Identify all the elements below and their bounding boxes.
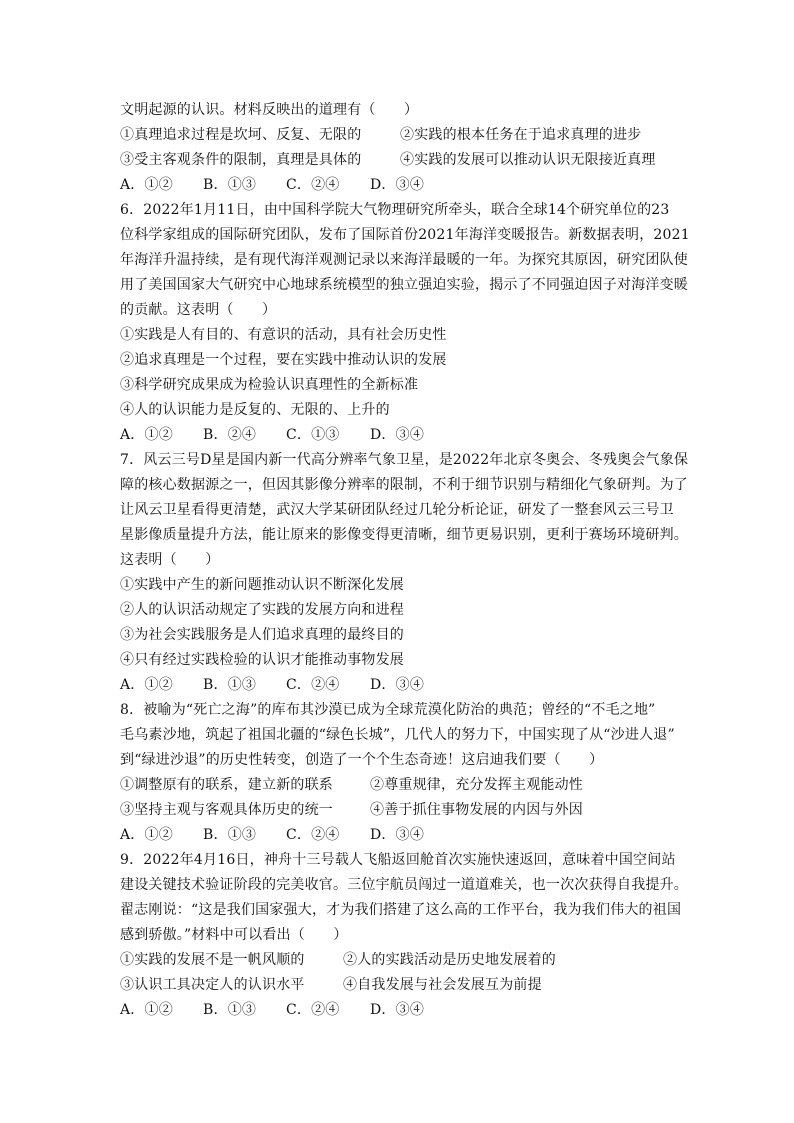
option: ②人的认识活动规定了实践的发展方向和进程 — [120, 602, 404, 618]
answer-choice-d: D．③④ — [370, 677, 425, 693]
option: ①调整原有的联系，建立新的联系 — [120, 777, 333, 793]
answer-choice-b: B．①③ — [203, 177, 257, 193]
question-stem-line: 感到骄傲。”材料中可以看出（ ） — [120, 927, 348, 943]
answer-choice-c: C．②④ — [286, 1002, 340, 1018]
option: ②人的实践活动是历史地发展着的 — [343, 952, 556, 968]
answer-choice-a: A．①② — [120, 177, 173, 193]
option: ③认识工具决定人的认识水平 — [120, 977, 305, 993]
question-stem-line: 用了美国国家大气研究中心地球系统模型的独立强迫实验，揭示了不同强迫因子对海洋变暖 — [120, 277, 688, 293]
option: ④自我发展与社会发展互为前提 — [343, 977, 542, 993]
question-stem-line: 星影像质量提升方法，能让原来的影像变得更清晰，细节更易识别，更利于赛场环境研判。 — [120, 527, 688, 543]
option: ②实践的根本任务在于追求真理的进步 — [400, 127, 642, 143]
option: ②追求真理是一个过程，要在实践中推动认识的发展 — [120, 352, 447, 368]
option: ②尊重规律，充分发挥主观能动性 — [370, 777, 583, 793]
answer-choice-d: D．③④ — [370, 427, 425, 443]
answer-choice-b: B．②④ — [203, 427, 257, 443]
question-stem-line: 毛乌素沙地，筑起了祖国北疆的“绿色长城”，几代人的努力下，中国实现了从“沙进人退” — [120, 727, 675, 743]
question-stem-line: 建设关键技术验证阶段的完美收官。三位宇航员闯过一道道难关，也一次次获得自我提升。 — [120, 877, 688, 893]
answer-choice-d: D．③④ — [370, 1002, 425, 1018]
answer-choice-b: B．①③ — [203, 1002, 257, 1018]
question-stem-line: 这表明（ ） — [120, 552, 220, 568]
question-stem-line: 让风云卫星看得更清楚，武汉大学某研团队经过几轮分析论证，研发了一整套风云三号卫 — [120, 502, 674, 518]
question-stem-line: 6．2022年1月11日，由中国科学院大气物理研究所牵头，联合全球14个研究单位的23 — [120, 202, 670, 218]
question-stem-line: 年海洋升温持续，是有现代海洋观测记录以来海洋最暖的一年。为探究其原因，研究团队使 — [120, 252, 688, 268]
option: ③受主客观条件的限制，真理是具体的 — [120, 152, 362, 168]
answer-choice-c: C．②④ — [286, 827, 340, 843]
answer-choice-b: B．①③ — [203, 677, 257, 693]
answer-choice-b: B．①③ — [203, 827, 257, 843]
answer-choice-a: A．①② — [120, 1002, 173, 1018]
question-stem-line: 文明起源的认识。材料反映出的道理有（ ） — [120, 102, 419, 118]
answer-choice-d: D．③④ — [370, 177, 425, 193]
answer-choice-d: D．③④ — [370, 827, 425, 843]
question-stem-line: 到“绿进沙退”的历史性转变，创造了一个个生态奇迹！这启迪我们要（ ） — [120, 752, 604, 768]
question-stem-line: 7．风云三号D星是国内新一代高分辨率气象卫星，是2022年北京冬奥会、冬残奥会气象保 — [120, 452, 689, 468]
option: ③科学研究成果成为检验认识真理性的全新标准 — [120, 377, 419, 393]
question-stem-line: 位科学家组成的国际研究团队，发布了国际首份2021年海洋变暖报告。新数据表明，2021 — [120, 227, 690, 243]
option: ①实践的发展不是一帆风顺的 — [120, 952, 305, 968]
question-stem-line: 翟志刚说：“这是我们国家强大，才为我们搭建了这么高的工作平台，我为我们伟大的祖国 — [120, 902, 682, 918]
answer-choice-c: C．①③ — [286, 427, 340, 443]
answer-choice-a: A．①② — [120, 677, 173, 693]
answer-choice-a: A．①② — [120, 427, 173, 443]
option: ①实践中产生的新问题推动认识不断深化发展 — [120, 577, 404, 593]
question-stem-line: 9．2022年4月16日，神舟十三号载人飞船返回舱首次实施快速返回，意味着中国空间站 — [120, 852, 676, 868]
answer-choice-c: C．②④ — [286, 677, 340, 693]
option: ④善于抓住事物发展的内因与外因 — [370, 802, 583, 818]
answer-choice-a: A．①② — [120, 827, 173, 843]
option: ①实践是人有目的、有意识的活动，具有社会历史性 — [120, 327, 447, 343]
option: ①真理追求过程是坎坷、反复、无限的 — [120, 127, 362, 143]
question-stem-line: 8．被喻为“死亡之海”的库布其沙漠已成为全球荒漠化防治的典范；曾经的“不毛之地” — [120, 702, 656, 718]
option: ④只有经过实践检验的认识才能推动事物发展 — [120, 652, 404, 668]
answer-choice-c: C．②④ — [286, 177, 340, 193]
option: ④实践的发展可以推动认识无限接近真理 — [400, 152, 656, 168]
option: ③坚持主观与客观具体历史的统一 — [120, 802, 333, 818]
option: ④人的认识能力是反复的、无限的、上升的 — [120, 402, 390, 418]
question-stem-line: 障的核心数据源之一，但因其影像分辨率的限制，不利于细节识别与精细化气象研判。为了 — [120, 477, 688, 493]
question-stem-line: 的贡献。这表明（ ） — [120, 302, 277, 318]
option: ③为社会实践服务是人们追求真理的最终目的 — [120, 627, 404, 643]
